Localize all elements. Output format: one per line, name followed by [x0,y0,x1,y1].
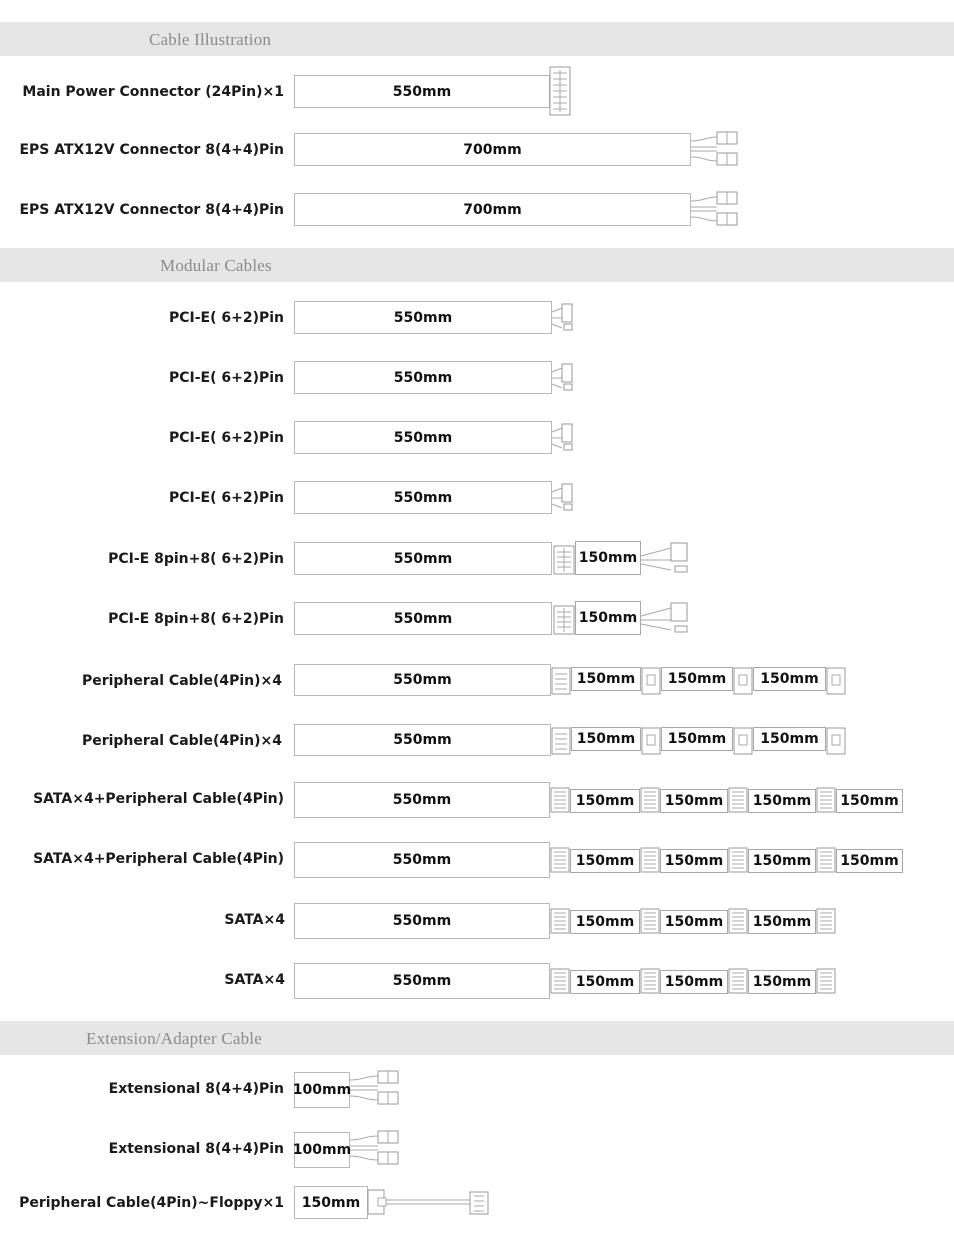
section-title: Cable Illustration [149,30,272,49]
cable-row-pcie-8pin-1 [0,540,954,580]
cable-row-floppy-adapter [0,1184,954,1224]
sata-connector-icon [550,968,570,994]
cable-label: Extensional 8(4+4)Pin [108,1141,284,1157]
sata-connector-icon [640,787,660,813]
molex-connector-icon [733,667,753,695]
cable-segment-box: 150mm [836,849,903,873]
cable-row-pcie-4 [0,479,954,519]
cable-row-sata-peripheral-1 [0,780,954,820]
sata-connector-icon [640,908,660,934]
cable-length-box: 100mm [294,1132,350,1168]
cable-segment-box: 150mm [836,789,903,813]
floppy-adapter-icon [368,1188,492,1218]
cable-label: SATA×4+Peripheral Cable(4Pin) [33,851,284,867]
molex-connector-icon [641,727,661,755]
pcie-connector-icon [552,422,576,454]
cable-row-peripheral-1 [0,662,954,702]
sata-connector-icon [550,908,570,934]
split-connector-icon [691,191,741,227]
cable-segment-box: 150mm [570,910,640,934]
cable-label: PCI-E 8pin+8( 6+2)Pin [108,611,284,627]
sata-connector-icon [640,847,660,873]
cable-segment-box: 150mm [575,541,641,575]
cable-length-box: 550mm [294,602,552,635]
cable-segment-box: 150mm [748,910,816,934]
cable-row-sata-peripheral-2 [0,840,954,880]
cable-row-pcie-3 [0,419,954,459]
cable-row-extension-1 [0,1070,954,1110]
split-connector-icon [350,1070,400,1106]
pcie-connector-icon [641,542,693,576]
cable-length-box: 550mm [294,664,551,696]
section-header-cable-illustration [0,22,954,56]
cable-segment-box: 150mm [570,789,640,813]
sata-connector-icon [816,847,836,873]
cable-segment-box: 150mm [748,849,816,873]
cable-segment-box: 150mm [661,667,733,691]
molex-connector-icon [641,667,661,695]
cable-row-sata-2 [0,961,954,1001]
cable-segment-box: 150mm [570,849,640,873]
split-connector-icon [691,131,741,167]
sata-connector-icon [728,787,748,813]
cable-segment-box: 150mm [748,970,816,994]
sata-connector-icon [550,787,570,813]
cable-length-box: 550mm [294,963,550,999]
cable-label: Peripheral Cable(4Pin)~Floppy×1 [19,1195,284,1211]
section-header-extension-adapter [0,1021,954,1055]
cable-length-box: 550mm [294,75,550,108]
cable-length-box: 550mm [294,421,552,454]
molex-connector-icon [826,667,846,695]
split-connector-icon [350,1130,400,1166]
cable-label: SATA×4+Peripheral Cable(4Pin) [33,791,284,807]
sata-connector-icon [816,787,836,813]
cable-segment-box: 150mm [753,667,826,691]
cable-label: Peripheral Cable(4Pin)×4 [81,673,282,689]
cable-length-box: 550mm [294,903,550,939]
section-title: Extension/Adapter Cable [86,1029,262,1048]
cable-label: PCI-E( 6+2)Pin [168,310,284,326]
pcie-connector-icon [552,482,576,514]
cable-length-box: 550mm [294,782,550,818]
pcie-connector-icon [552,362,576,394]
cable-length-box: 550mm [294,301,552,334]
cable-label: PCI-E 8pin+8( 6+2)Pin [108,551,284,567]
molex-connector-icon [733,727,753,755]
cable-length-box: 550mm [294,361,552,394]
cable-segment-box: 150mm [660,789,728,813]
pcie-connector-icon [641,602,693,636]
cable-segment-box: 150mm [660,970,728,994]
molex-connector-icon [826,727,846,755]
cable-segment-box: 150mm [660,849,728,873]
cable-row-main-power [0,73,954,113]
cable-label: SATA×4 [224,972,285,988]
cable-segment-box: 150mm [571,727,641,751]
cable-label: Main Power Connector (24Pin)×1 [22,84,284,100]
pcie-8pin-connector-icon [552,604,576,636]
cable-row-pcie-8pin-2 [0,600,954,640]
cable-length-box: 700mm [294,193,691,226]
cable-row-sata-1 [0,901,954,941]
cable-label: PCI-E( 6+2)Pin [168,490,284,506]
cable-row-pcie-2 [0,359,954,399]
sata-connector-icon [728,908,748,934]
cable-row-eps-2 [0,191,954,231]
cable-label: PCI-E( 6+2)Pin [168,430,284,446]
sata-connector-icon [640,968,660,994]
cable-segment-box: 150mm [570,970,640,994]
cable-label: EPS ATX12V Connector 8(4+4)Pin [19,202,284,218]
sata-connector-icon [728,968,748,994]
cable-segment-box: 150mm [661,727,733,751]
sata-connector-icon [550,847,570,873]
cable-segment-box: 150mm [753,727,826,751]
cable-row-pcie-1 [0,299,954,339]
cable-length-box: 550mm [294,724,551,756]
cable-length-box: 550mm [294,542,552,575]
cable-segment-box: 150mm [575,601,641,635]
section-header-modular-cables [0,248,954,282]
sata-connector-icon [816,968,836,994]
molex-connector-icon [551,667,571,695]
cable-length-box: 100mm [294,1072,350,1108]
cable-length-box: 550mm [294,481,552,514]
cable-row-eps-1 [0,131,954,171]
sata-connector-icon [816,908,836,934]
sata-connector-icon [728,847,748,873]
cable-segment-box: 150mm [748,789,816,813]
connector-24pin-icon [550,67,574,117]
pcie-connector-icon [552,302,576,334]
cable-length-box: 700mm [294,133,691,166]
cable-length-box: 150mm [294,1186,368,1219]
pcie-8pin-connector-icon [552,544,576,576]
cable-segment-box: 150mm [571,667,641,691]
cable-row-extension-2 [0,1130,954,1170]
section-title: Modular Cables [160,256,272,275]
cable-row-peripheral-2 [0,722,954,762]
cable-segment-box: 150mm [660,910,728,934]
cable-label: PCI-E( 6+2)Pin [168,370,284,386]
cable-label: Extensional 8(4+4)Pin [108,1081,284,1097]
cable-label: SATA×4 [224,912,285,928]
cable-label: Peripheral Cable(4Pin)×4 [81,733,282,749]
molex-connector-icon [551,727,571,755]
cable-label: EPS ATX12V Connector 8(4+4)Pin [19,142,284,158]
cable-length-box: 550mm [294,842,550,878]
